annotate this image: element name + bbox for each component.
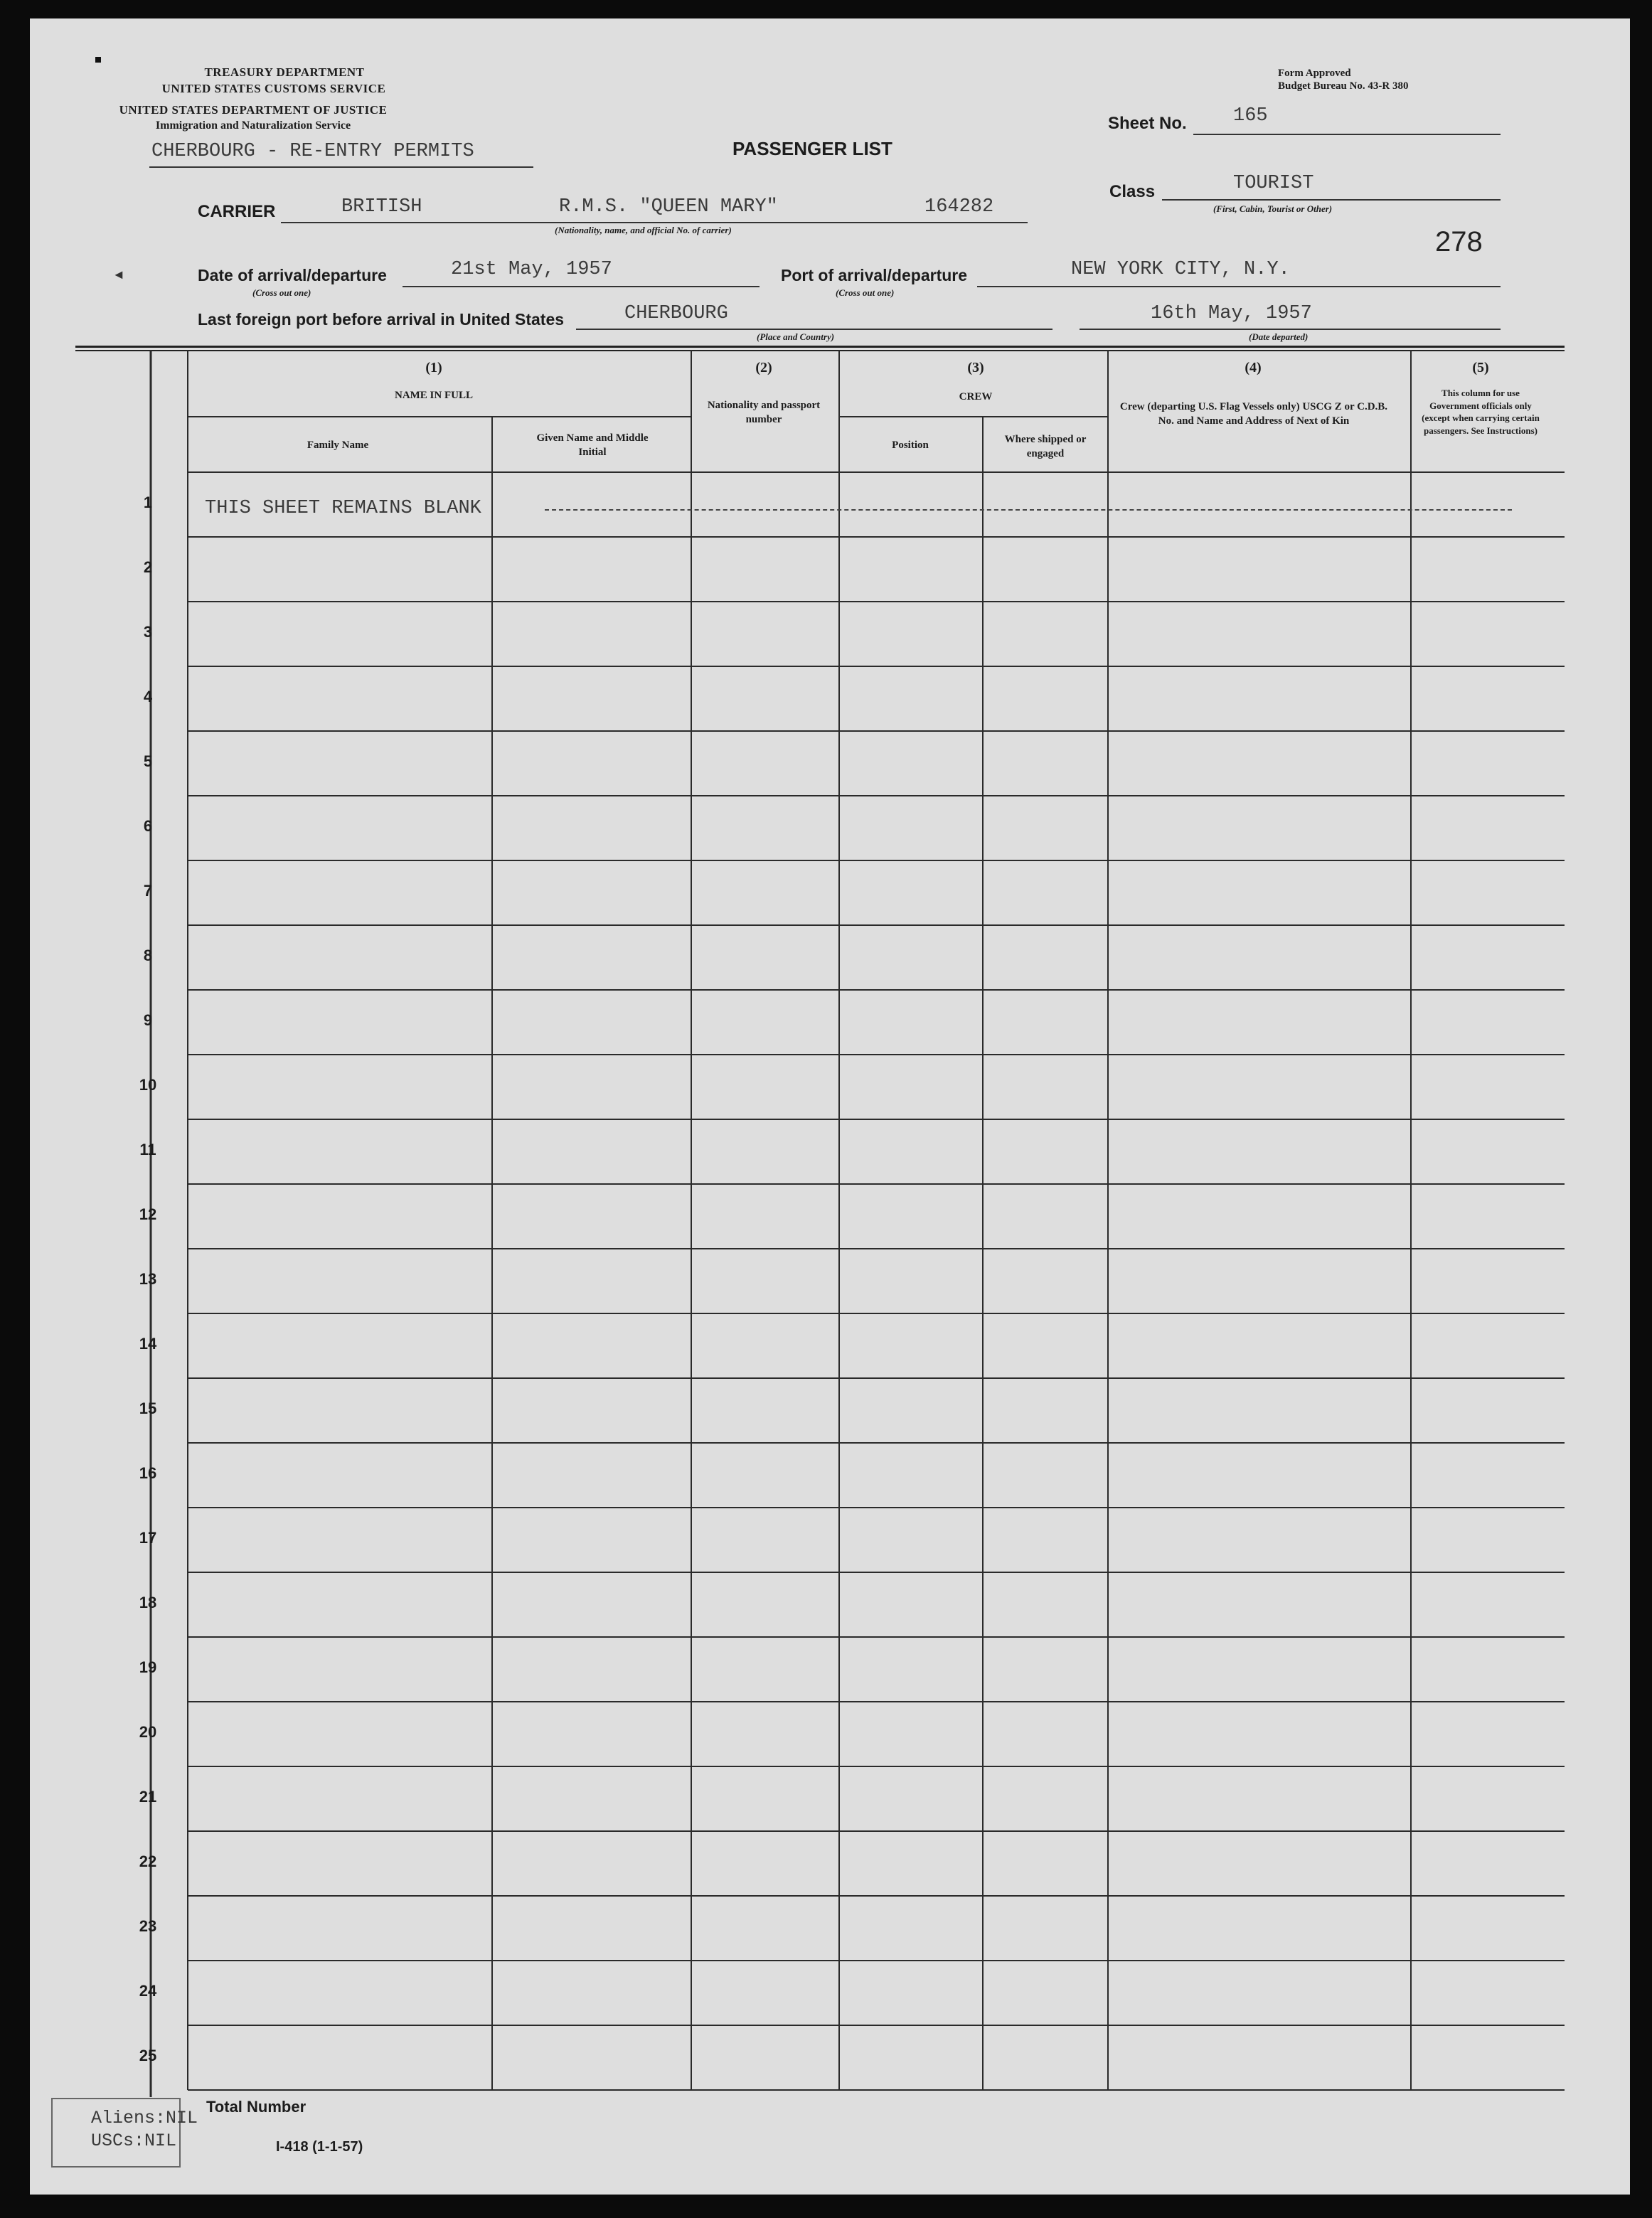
row-number: 4 (143, 688, 153, 705)
col4-title: Crew (departing U.S. Flag Vessels only) USCG Z or C.D.B. No. and Name and Address of Next of Kin (1119, 401, 1388, 427)
row1-dash-line (545, 509, 1512, 511)
row-number: 6 (143, 817, 153, 835)
page-number: 278 (1435, 226, 1483, 257)
row-number: 13 (139, 1270, 157, 1288)
row-number: 21 (139, 1788, 157, 1806)
col2-title: Nationality and passport number (707, 400, 821, 426)
row-number: 15 (139, 1399, 157, 1417)
last-port-label: Last foreign port before arrival in United States (198, 310, 565, 329)
date-arrival-label: Date of arrival/departure (198, 266, 387, 284)
port-arrival-caption: (Cross out one) (836, 287, 895, 298)
given-name-header: Given Name and Middle Initial (536, 432, 649, 459)
row-number: 5 (143, 752, 153, 770)
last-port-place-caption: (Place and Country) (757, 331, 835, 342)
budget-bureau-number: Budget Bureau No. 43-R 380 (1278, 80, 1409, 92)
class-label: Class (1109, 182, 1156, 201)
total-number-label: Total Number (206, 2098, 307, 2116)
sheet-value: 165 (1233, 105, 1268, 127)
row-number: 18 (139, 1594, 157, 1611)
form-approved: Form Approved (1278, 68, 1351, 79)
agency-line-4: Immigration and Naturalization Service (155, 119, 351, 132)
port-arrival-value: NEW YORK CITY, N.Y. (1071, 259, 1290, 280)
stamp-aliens: Aliens:NIL (91, 2108, 198, 2128)
col5-number: (5) (1472, 360, 1489, 375)
col5-title: This column for use Government officials only (except when carrying certain passengers. See Instructions) (1422, 388, 1540, 436)
port-arrival-label: Port of arrival/departure (781, 266, 968, 284)
stamp-uscs: USCs:NIL (91, 2131, 177, 2151)
row-number: 12 (139, 1205, 157, 1223)
form-number: I-418 (1-1-57) (276, 2139, 363, 2155)
carrier-label: CARRIER (198, 202, 276, 221)
row-number: 17 (139, 1529, 157, 1547)
row-number: 7 (143, 882, 153, 900)
row-number: 19 (139, 1658, 157, 1676)
row-number: 11 (139, 1141, 156, 1158)
col1-title: NAME IN FULL (394, 390, 473, 401)
col4-number: (4) (1245, 360, 1262, 375)
position-header: Position (892, 439, 929, 451)
sheet-label: Sheet No. (1108, 114, 1187, 133)
carrier-name: R.M.S. "QUEEN MARY" (559, 196, 778, 218)
carrier-official-number: 164282 (924, 196, 994, 218)
row-number: 1 (143, 494, 153, 511)
agency-line-2: UNITED STATES CUSTOMS SERVICE (161, 82, 386, 95)
agency-line-3: UNITED STATES DEPARTMENT OF JUSTICE (119, 103, 388, 117)
col2-number: (2) (755, 360, 772, 375)
row-number: 22 (139, 1852, 157, 1870)
last-port-date: 16th May, 1957 (1151, 303, 1312, 324)
col1-number: (1) (425, 360, 442, 375)
row-number: 10 (139, 1076, 157, 1094)
arrow-mark: ◄ (112, 267, 125, 282)
row-number: 14 (139, 1335, 157, 1353)
shipped-header: Where shipped or engaged (1004, 434, 1087, 460)
class-value: TOURIST (1233, 173, 1314, 194)
agency-line-1: TREASURY DEPARTMENT (204, 65, 365, 79)
typed-header-note: CHERBOURG - RE-ENTRY PERMITS (151, 141, 474, 162)
date-arrival-caption: (Cross out one) (252, 287, 311, 298)
date-arrival-value: 21st May, 1957 (451, 259, 612, 280)
col3-number: (3) (967, 360, 984, 375)
row-number: 24 (139, 1982, 157, 2000)
carrier-caption: (Nationality, name, and official No. of carrier) (555, 225, 732, 235)
last-port-place: CHERBOURG (624, 303, 728, 324)
family-name-header: Family Name (307, 439, 369, 451)
row-number: 9 (143, 1011, 153, 1029)
row-number: 20 (139, 1723, 157, 1741)
form-title: PASSENGER LIST (732, 138, 892, 159)
row-number: 2 (143, 558, 153, 576)
row-number: 25 (139, 2047, 157, 2064)
row-number: 3 (143, 623, 153, 641)
row1-blank-note: THIS SHEET REMAINS BLANK (205, 498, 481, 519)
row-number: 16 (139, 1464, 157, 1482)
row-number: 23 (139, 1917, 157, 1935)
col3-title: CREW (959, 391, 993, 402)
row-number: 8 (143, 947, 153, 964)
last-port-date-caption: (Date departed) (1249, 331, 1309, 342)
carrier-nationality: BRITISH (341, 196, 422, 218)
class-caption: (First, Cabin, Tourist or Other) (1213, 203, 1333, 214)
